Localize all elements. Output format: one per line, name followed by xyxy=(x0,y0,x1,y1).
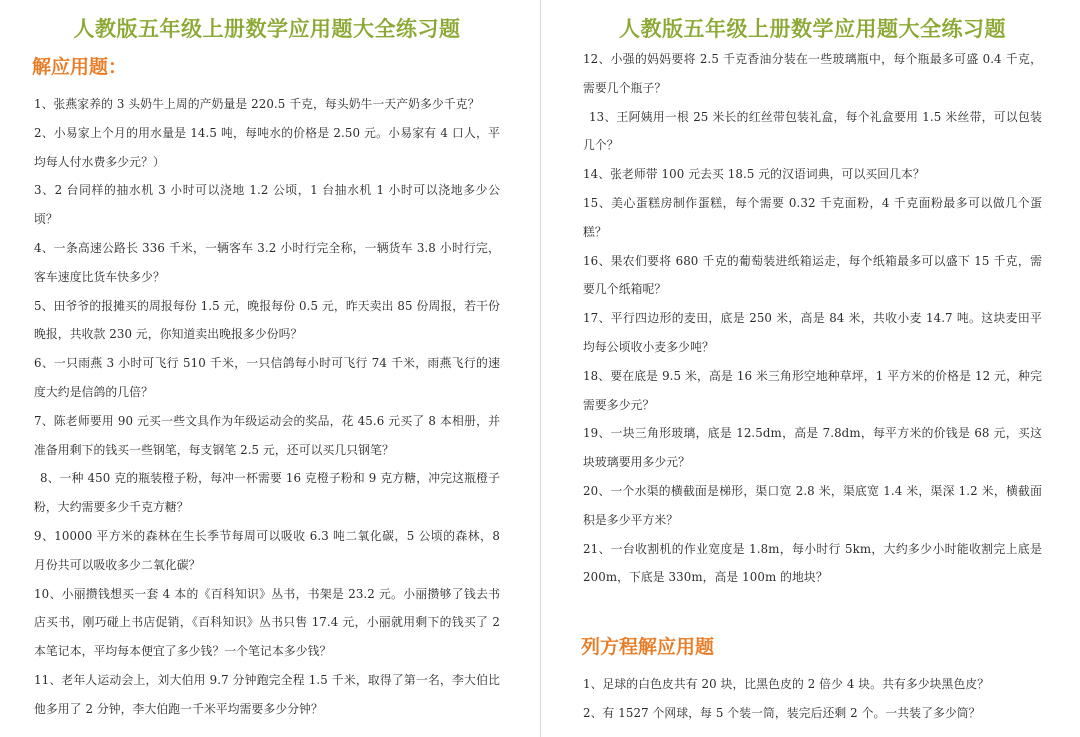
problem-item: 3、2 台同样的抽水机 3 小时可以浇地 1.2 公顷，1 台抽水机 1 小时可以浇地多少公顷？ xyxy=(34,183,500,227)
problem-item: 17、平行四边形的麦田，底是 250 米，高是 84 米，共收小麦 14.7 吨。这块麦田平均每公顷收小麦多少吨？ xyxy=(583,311,1042,354)
problem-item: 6、一只雨燕 3 小时可飞行 510 千米，一只信鸽每小时可飞行 74 千米，雨燕飞行的速度大约是信鸽的几倍？ xyxy=(34,356,500,399)
problem-item: 15、美心蛋糕房制作蛋糕，每个需要 0.32 千克面粉，4 千克面粉最多可以做几个蛋糕？ xyxy=(583,195,1042,239)
right-page xyxy=(541,0,1080,737)
problem-list-equations xyxy=(583,670,1042,728)
section-heading-solve: 解应用题： xyxy=(32,56,128,78)
page-title: 人教版五年级上册数学应用题大全练习题 xyxy=(619,17,1006,41)
problem-item: 16、果农们要将 680 千克的葡萄装进纸箱运走，每个纸箱最多可以盛下 15 千克，需要几个纸箱呢？ xyxy=(583,253,1042,297)
problem-item: 12、小强的妈妈要将 2.5 千克香油分装在一些玻璃瓶中，每个瓶最多可盛 0.4 千克，需要几个瓶子？ xyxy=(583,52,1042,95)
problem-list-right xyxy=(583,45,1042,592)
problem-item: 11、老年人运动会上，刘大伯用 9.7 分钟跑完全程 1.5 千米，取得了第一名，李大伯比他多用了 2 分钟，李大伯跑一千米平均需要多少分钟？ xyxy=(34,672,500,716)
problem-item: 2、小易家上个月的用水量是 14.5 吨，每吨水的价格是 2.50 元。小易家有 4 口人，平均每人付水费多少元？） xyxy=(34,125,500,169)
section-heading-equations: 列方程解应用题 xyxy=(581,636,715,659)
problem-item: 7、陈老师要用 90 元买一些文具作为年级运动会的奖品，花 45.6 元买了 8 本相册，并准备用剩下的钱买一些钢笔，每支钢笔 2.5 元，还可以买几只钢笔？ xyxy=(34,413,500,457)
problem-item: 1、足球的白色皮共有 20 块，比黑色皮的 2 倍少 4 块。共有多少块黑色皮？ xyxy=(583,677,990,692)
problem-item: 10、小丽攒钱想买一套 4 本的《百科知识》丛书，书架是 23.2 元。小丽攒够了钱去书店买书，刚巧碰上书店促销，《百科知识》丛书只售 17.4 元，小丽就用剩下的钱买了 2 本笔记本，平均每本便宜了多少钱？一个笔记本多少钱？ xyxy=(34,586,500,659)
problem-item: 1、张燕家养的 3 头奶牛上周的产奶量是 220.5 千克，每头奶牛一天产奶多少千克？ xyxy=(34,97,480,111)
problem-item: 18、要在底是 9.5 米，高是 16 米三角形空地种草坪，1 平方米的价格是 12 元，种完需要多少元？ xyxy=(583,368,1042,412)
problem-item: 21、一台收割机的作业宽度是 1.8m，每小时行 5km，大约多少小时能收割完上底是 200m，下底是 330m，高是 100m 的地块？ xyxy=(583,541,1042,585)
problem-item: 20、一个水渠的横截面是梯形，渠口宽 2.8 米，渠底宽 1.4 米，渠深 1.2 米，横截面积是多少平方米？ xyxy=(583,483,1042,527)
problem-item: 14、张老师带 100 元去买 18.5 元的汉语词典，可以买回几本？ xyxy=(583,167,925,182)
problem-item: 5、田爷爷的报摊买的周报每份 1.5 元，晚报每份 0.5 元，昨天卖出 85 份周报，若干份晚报，共收款 230 元，你知道卖出晚报多少份吗？ xyxy=(34,298,500,342)
problem-list-left xyxy=(34,90,500,724)
problem-item: 13、王阿姨用一根 25 米长的红丝带包装礼盒，每个礼盒要用 1.5 米丝带，可以包装几个？ xyxy=(583,109,1042,153)
problem-item: 19、一块三角形玻璃，底是 12.5dm，高是 7.8dm，每平方米的价钱是 68 元，买这块玻璃要用多少元？ xyxy=(583,426,1042,470)
problem-item: 9、10000 平方米的森林在生长季节每周可以吸收 6.3 吨二氧化碳，5 公顷的森林，8 月份共可以吸收多少二氧化碳？ xyxy=(34,528,500,572)
problem-item: 8、一种 450 克的瓶装橙子粉，每冲一杯需要 16 克橙子粉和 9 克方糖，冲完这瓶橙子粉，大约需要多少千克方糖？ xyxy=(34,471,500,515)
problem-item: 2、有 1527 个网球，每 5 个装一筒，装完后还剩 2 个。一共装了多少筒？ xyxy=(583,705,981,720)
page-title: 人教版五年级上册数学应用题大全练习题 xyxy=(73,17,461,41)
problem-item: 4、一条高速公路长 336 千米，一辆客车 3.2 小时行完全称，一辆货车 3.8 小时行完，客车速度比货车快多少？ xyxy=(34,240,500,284)
